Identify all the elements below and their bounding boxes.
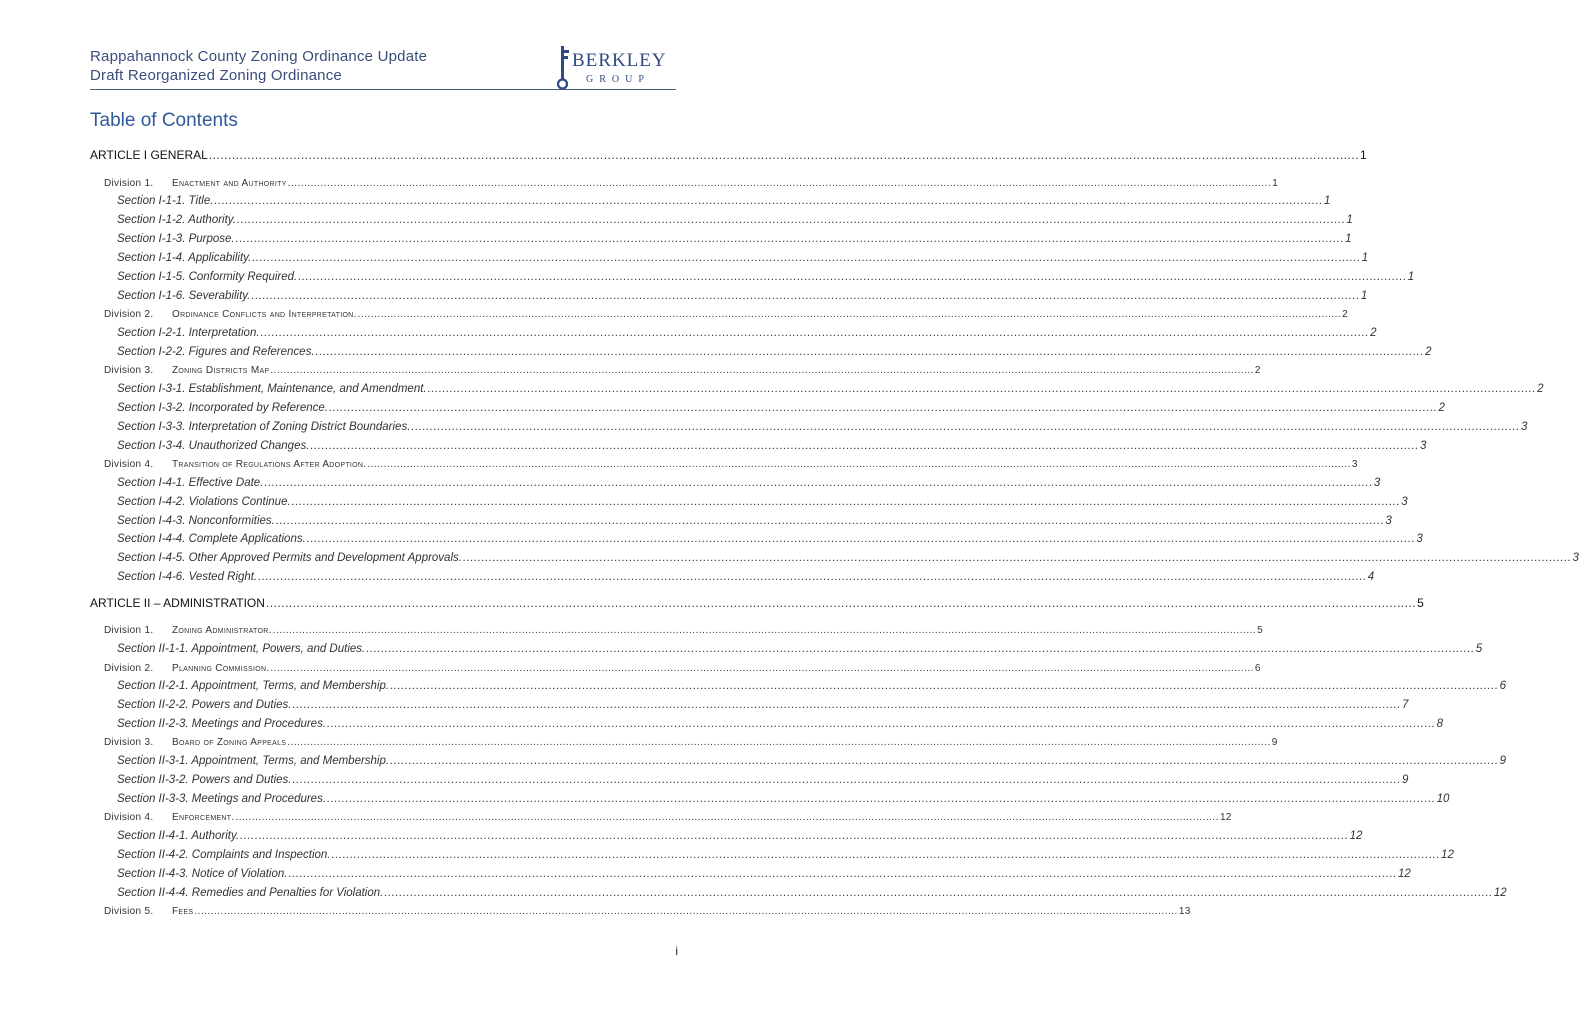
toc-entry-title: Section I-4-5. Other Approved Permits and Development Approvals. — [117, 552, 462, 564]
dot-leader: ............................................................................................................................................................................................................................................................................................................ — [236, 214, 1346, 226]
dot-leader: ............................................................................................................................................................................................................................................................................................................ — [367, 459, 1351, 470]
dot-leader: ............................................................................................................................................................................................................................................................................................................ — [315, 346, 1425, 358]
dot-leader: ............................................................................................................................................................................................................................................................................................................ — [327, 718, 1436, 730]
toc-page-number: 12 — [1398, 868, 1411, 880]
dot-leader: ............................................................................................................................................................................................................................................................................................................ — [208, 148, 1360, 162]
logo-name: BERKLEY — [572, 50, 667, 71]
toc-page-number: 2 — [1254, 365, 1261, 376]
toc-division-number: Division 5. — [104, 906, 154, 917]
toc-entry-title: ARTICLE I GENERAL — [90, 148, 208, 162]
dot-leader: ............................................................................................................................................................................................................................................................................................................ — [366, 643, 1475, 655]
toc-division-number: Division 1. — [104, 625, 154, 636]
toc-division-number: Division 4. — [104, 812, 154, 823]
toc-page-number: 1 — [1346, 214, 1353, 226]
toc-entry-division[interactable] — [104, 899, 1191, 917]
logo-sub: GROUP — [586, 74, 650, 85]
toc-entry-section[interactable] — [117, 881, 1507, 899]
dot-leader: ............................................................................................................................................................................................................................................................................................................ — [252, 252, 1361, 264]
toc-entry-title: Section II-3-3. Meetings and Procedures. — [117, 793, 327, 805]
toc-page-number: 1 — [1345, 233, 1352, 245]
toc-page-number: 5 — [1257, 625, 1264, 636]
toc-entry-division[interactable] — [104, 805, 1232, 823]
dot-leader: ............................................................................................................................................................................................................................................................................................................ — [260, 327, 1370, 339]
dot-leader: ............................................................................................................................................................................................................................................................................................................ — [411, 421, 1520, 433]
dot-leader: ............................................................................................................................................................................................................................................................................................................ — [214, 195, 1323, 207]
header-title-line2: Draft Reorganized Zoning Ordinance — [90, 67, 342, 84]
toc-entry-title: Section II-2-2. Powers and Duties. — [117, 699, 292, 711]
toc-entry-title: Transition of Regulations After Adoption. — [172, 459, 367, 470]
toc-entry-title: Section II-3-2. Powers and Duties. — [117, 774, 292, 786]
toc-page-number: 12 — [1219, 812, 1232, 823]
toc-entry-title: Section I-4-3. Nonconformities. — [117, 515, 275, 527]
toc-entry-section[interactable] — [117, 712, 1443, 730]
toc-entry-title: Section I-4-1. Effective Date. — [117, 477, 264, 489]
toc-entry-title: Section I-3-4. Unauthorized Changes. — [117, 440, 310, 452]
toc-entry-title: Section I-4-2. Violations Continue. — [117, 496, 291, 508]
dot-leader: ............................................................................................................................................................................................................................................................................................................ — [194, 906, 1178, 917]
toc-heading: Table of Contents — [90, 110, 238, 131]
dot-leader: ............................................................................................................................................................................................................................................................................................................ — [328, 402, 1438, 414]
toc-entry-section[interactable] — [117, 246, 1369, 264]
toc-page-number: 2 — [1537, 383, 1544, 395]
page-header — [90, 44, 676, 90]
toc-entry-section[interactable] — [117, 340, 1432, 358]
toc-entry-title: Section I-1-6. Severability. — [117, 290, 251, 302]
dot-leader: ............................................................................................................................................................................................................................................................................................................ — [287, 737, 1271, 748]
dot-leader: ............................................................................................................................................................................................................................................................................................................ — [298, 271, 1407, 283]
toc-entry-title: Section I-1-1. Title. — [117, 195, 214, 207]
toc-entry-section[interactable] — [117, 396, 1445, 414]
toc-entry-title: Section II-4-3. Notice of Violation. — [117, 868, 288, 880]
key-icon — [556, 44, 572, 90]
toc-entry-division[interactable] — [104, 618, 1264, 636]
toc-page-number: 3 — [1373, 477, 1381, 489]
dot-leader: ............................................................................................................................................................................................................................................................................................................ — [427, 383, 1537, 395]
toc-entry-section[interactable] — [117, 284, 1368, 302]
berkley-group-logo — [556, 44, 676, 90]
toc-entry-section[interactable] — [117, 321, 1377, 339]
toc-page-number: 3 — [1416, 533, 1423, 545]
toc-entry-title: Section II-1-1. Appointment, Powers, and Duties. — [117, 643, 366, 655]
toc-entry-title: Section I-4-4. Complete Applications. — [117, 533, 306, 545]
toc-entry-title: Zoning Districts Map — [172, 365, 270, 376]
toc-page-number: 12 — [1441, 849, 1454, 861]
toc-page-number: 12 — [1349, 830, 1363, 842]
dot-leader: ............................................................................................................................................................................................................................................................................................................ — [306, 533, 1416, 545]
dot-leader: ............................................................................................................................................................................................................................................................................................................ — [272, 625, 1257, 636]
toc-page-number: 4 — [1367, 571, 1375, 583]
toc-entry-section[interactable] — [117, 787, 1450, 805]
toc-entry-title: Section I-2-1. Interpretation. — [117, 327, 260, 339]
toc-entry-title: Enforcement. — [172, 812, 235, 823]
toc-entry-division[interactable] — [104, 171, 1279, 189]
toc-entry-title: ARTICLE II – ADMINISTRATION — [90, 596, 265, 610]
toc-page-number: 9 — [1499, 755, 1507, 767]
dot-leader: ............................................................................................................................................................................................................................................................................................................ — [287, 178, 1272, 189]
toc-entry-title: Enactment and Authority — [172, 178, 287, 189]
toc-entry-division[interactable] — [104, 656, 1261, 674]
dot-leader: ............................................................................................................................................................................................................................................................................................................ — [235, 233, 1345, 245]
toc-entry-section[interactable] — [117, 749, 1507, 767]
toc-entry-title: Section I-2-2. Figures and References. — [117, 346, 315, 358]
toc-page-number: 13 — [1178, 906, 1191, 917]
toc-entry-section[interactable] — [117, 824, 1363, 842]
toc-page-number: 1 — [1272, 178, 1279, 189]
toc-entry-title: Section II-2-1. Appointment, Terms, and Membership. — [117, 680, 390, 692]
toc-page-number: 3 — [1385, 515, 1392, 527]
dot-leader: ............................................................................................................................................................................................................................................................................................................ — [292, 774, 1402, 786]
toc-entry-title: Ordinance Conflicts and Interpretation. — [172, 309, 357, 320]
toc-entry-title: Section I-3-1. Establishment, Maintenance, and Amendment. — [117, 383, 427, 395]
dot-leader: ............................................................................................................................................................................................................................................................................................................ — [390, 680, 1499, 692]
toc-entry-article[interactable] — [90, 592, 1424, 610]
toc-entry-section[interactable] — [117, 693, 1409, 711]
toc-entry-title: Section I-4-6. Vested Right. — [117, 571, 258, 583]
dot-leader: ............................................................................................................................................................................................................................................................................................................ — [331, 849, 1441, 861]
toc-page-number: 12 — [1493, 887, 1507, 899]
toc-page-number: 3 — [1419, 440, 1427, 452]
toc-page-number: 10 — [1436, 793, 1450, 805]
toc-entry-division[interactable] — [104, 452, 1358, 470]
toc-entry-title: Section II-4-2. Complaints and Inspection. — [117, 849, 331, 861]
toc-entry-title: Section I-1-3. Purpose. — [117, 233, 235, 245]
dot-leader: ............................................................................................................................................................................................................................................................................................................ — [390, 755, 1499, 767]
toc-page-number: 5 — [1417, 596, 1424, 610]
toc-entry-title: Planning Commission. — [172, 663, 270, 674]
dot-leader: ............................................................................................................................................................................................................................................................................................................ — [275, 515, 1385, 527]
toc-entry-section[interactable] — [117, 208, 1353, 226]
toc-entry-section[interactable] — [117, 189, 1331, 207]
toc-page-number: 2 — [1438, 402, 1445, 414]
toc-page-number: 1 — [1361, 252, 1369, 264]
toc-entry-title: Section II-4-1. Authority. — [117, 830, 240, 842]
toc-entry-title: Fees — [172, 906, 194, 917]
toc-entry-section[interactable] — [117, 527, 1423, 545]
toc-page-number: 1 — [1360, 290, 1368, 302]
toc-entry-section[interactable] — [117, 490, 1408, 508]
toc-entry-section[interactable] — [117, 509, 1392, 527]
toc-entry-section[interactable] — [117, 434, 1427, 452]
toc-page-number: 3 — [1351, 459, 1358, 470]
page-number: i — [675, 944, 678, 958]
toc-entry-section[interactable] — [117, 862, 1411, 880]
toc-entry-section[interactable] — [117, 546, 1579, 564]
dot-leader: ............................................................................................................................................................................................................................................................................................................ — [357, 309, 1342, 320]
toc-entry-section[interactable] — [117, 637, 1483, 655]
toc-entry-title: Section II-2-3. Meetings and Procedures. — [117, 718, 327, 730]
toc-page-number: 3 — [1572, 552, 1579, 564]
toc-page-number: 1 — [1360, 148, 1367, 162]
toc-page-number: 9 — [1271, 737, 1278, 748]
toc-page-number: 8 — [1436, 718, 1443, 730]
dot-leader: ............................................................................................................................................................................................................................................................................................................ — [327, 793, 1436, 805]
toc-entry-title: Section I-3-3. Interpretation of Zoning District Boundaries. — [117, 421, 411, 433]
toc-entry-title: Section II-3-1. Appointment, Terms, and Membership. — [117, 755, 390, 767]
dot-leader: ............................................................................................................................................................................................................................................................................................................ — [270, 365, 1254, 376]
toc-entry-section[interactable] — [117, 227, 1352, 245]
dot-leader: ............................................................................................................................................................................................................................................................................................................ — [270, 663, 1254, 674]
toc-entry-section[interactable] — [117, 265, 1415, 283]
toc-page-number: 6 — [1499, 680, 1507, 692]
toc-division-number: Division 1. — [104, 178, 154, 189]
toc-entry-title: Section I-1-5. Conformity Required. — [117, 271, 298, 283]
dot-leader: ............................................................................................................................................................................................................................................................................................................ — [310, 440, 1419, 452]
header-divider — [90, 89, 676, 90]
toc-page-number: 9 — [1402, 774, 1409, 786]
toc-page-number: 6 — [1254, 663, 1261, 674]
toc-page-number: 3 — [1520, 421, 1528, 433]
toc-entry-article[interactable] — [90, 144, 1367, 162]
toc-page-number: 3 — [1401, 496, 1408, 508]
dot-leader: ............................................................................................................................................................................................................................................................................................................ — [235, 812, 1219, 823]
toc-entry-division[interactable] — [104, 302, 1348, 320]
dot-leader: ............................................................................................................................................................................................................................................................................................................ — [384, 887, 1493, 899]
toc-page-number: 7 — [1402, 699, 1409, 711]
toc-page-number: 2 — [1425, 346, 1432, 358]
toc-page-number: 2 — [1342, 309, 1348, 320]
dot-leader: ............................................................................................................................................................................................................................................................................................................ — [258, 571, 1367, 583]
toc-entry-title: Section I-1-4. Applicability. — [117, 252, 252, 264]
toc-entry-title: Section I-3-2. Incorporated by Reference. — [117, 402, 328, 414]
toc-page-number: 1 — [1323, 195, 1331, 207]
header-title-line1: Rappahannock County Zoning Ordinance Update — [90, 48, 428, 65]
dot-leader: ............................................................................................................................................................................................................................................................................................................ — [462, 552, 1572, 564]
toc-entry-title: Section I-1-2. Authority. — [117, 214, 236, 226]
toc-division-number: Division 4. — [104, 459, 154, 470]
dot-leader: ............................................................................................................................................................................................................................................................................................................ — [251, 290, 1360, 302]
toc-entry-section[interactable] — [117, 674, 1507, 692]
toc-entry-section[interactable] — [117, 768, 1409, 786]
toc-division-number: Division 3. — [104, 365, 154, 376]
dot-leader: ............................................................................................................................................................................................................................................................................................................ — [264, 477, 1373, 489]
dot-leader: ............................................................................................................................................................................................................................................................................................................ — [292, 699, 1402, 711]
toc-division-number: Division 2. — [104, 663, 154, 674]
toc-entry-title: Zoning Administrator. — [172, 625, 272, 636]
toc-page-number: 1 — [1407, 271, 1415, 283]
dot-leader: ............................................................................................................................................................................................................................................................................................................ — [265, 596, 1417, 610]
toc-entry-title: Board of Zoning Appeals — [172, 737, 287, 748]
toc-entry-section[interactable] — [117, 415, 1528, 433]
toc-page-number: 5 — [1475, 643, 1483, 655]
toc-entry-section[interactable] — [117, 843, 1454, 861]
toc-entry-section[interactable] — [117, 377, 1544, 395]
toc-entry-division[interactable] — [104, 730, 1278, 748]
dot-leader: ............................................................................................................................................................................................................................................................................................................ — [291, 496, 1401, 508]
toc-entry-division[interactable] — [104, 358, 1261, 376]
toc-division-number: Division 3. — [104, 737, 154, 748]
dot-leader: ............................................................................................................................................................................................................................................................................................................ — [240, 830, 1349, 842]
toc-entry-section[interactable] — [117, 565, 1375, 583]
toc-entry-title: Section II-4-4. Remedies and Penalties for Violation. — [117, 887, 384, 899]
toc-entry-section[interactable] — [117, 471, 1381, 489]
toc-division-number: Division 2. — [104, 309, 154, 320]
dot-leader: ............................................................................................................................................................................................................................................................................................................ — [288, 868, 1397, 880]
toc-page-number: 2 — [1370, 327, 1377, 339]
